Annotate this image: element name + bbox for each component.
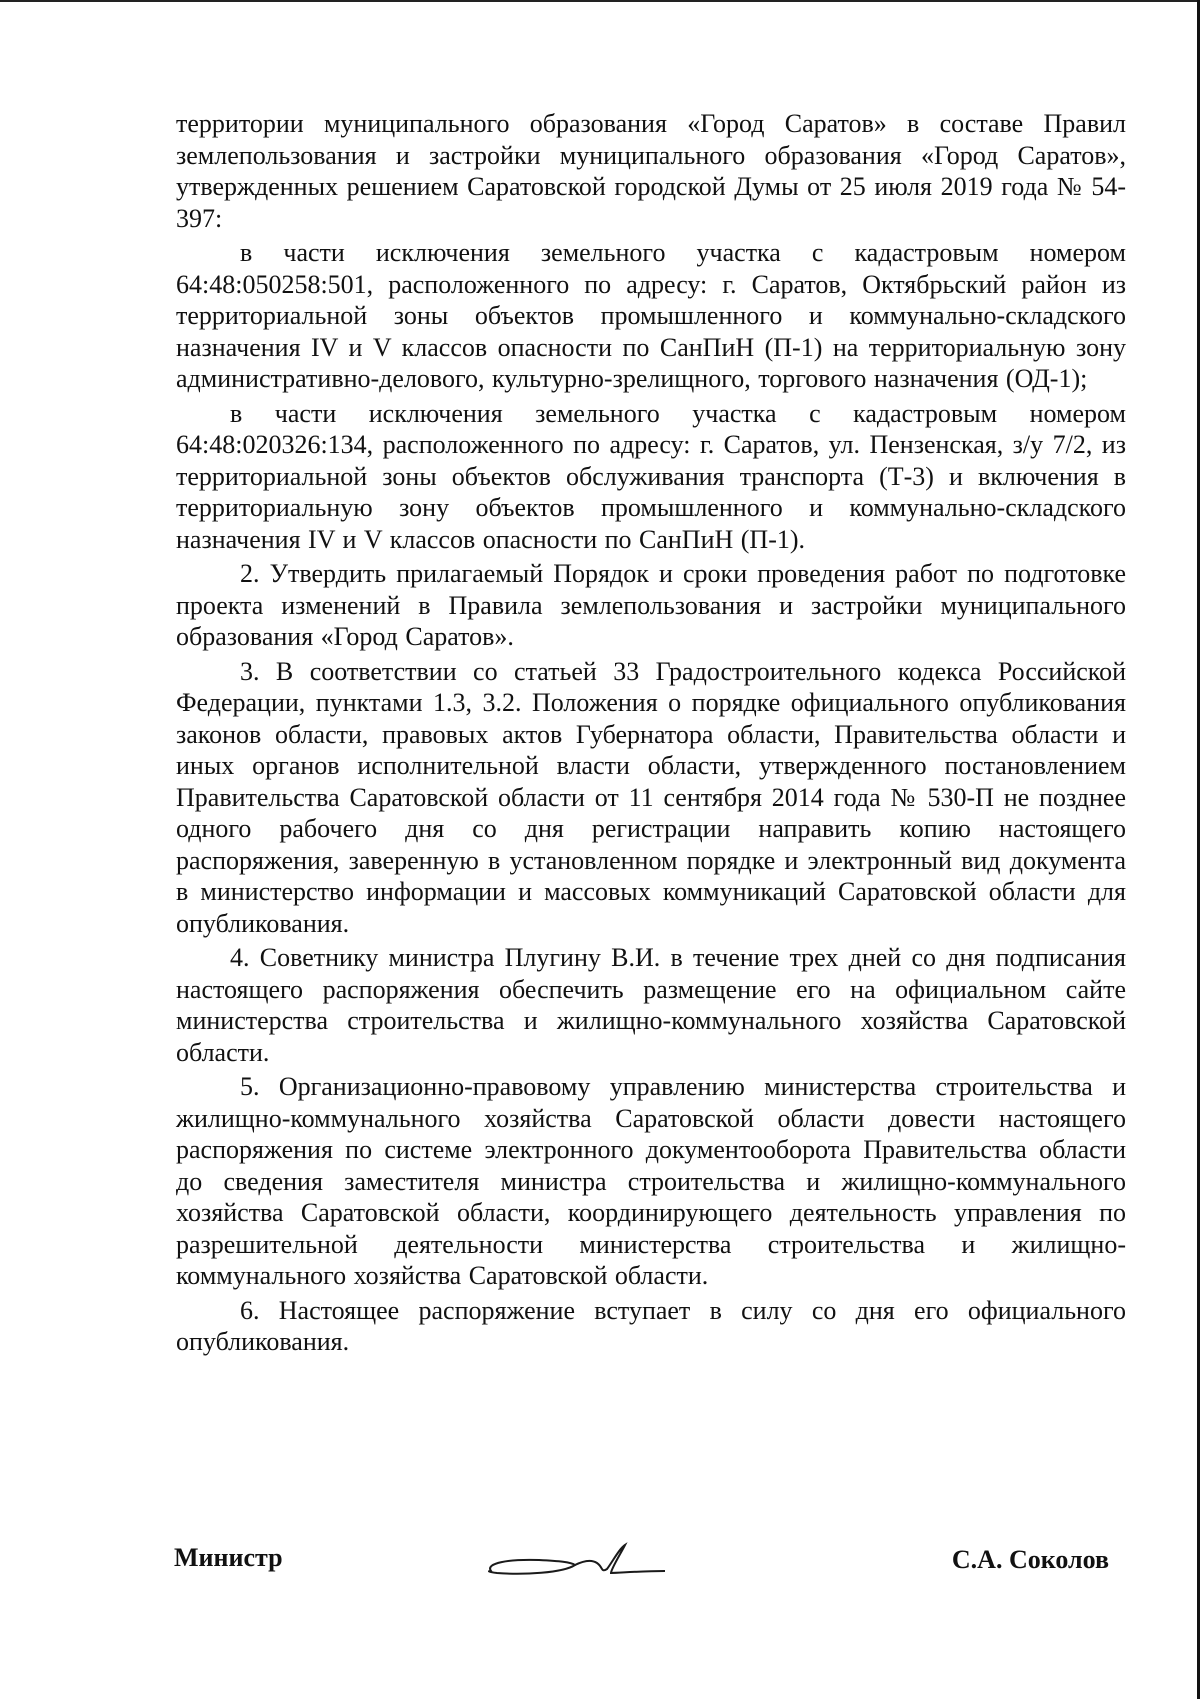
paragraph-territory: территории муниципального образования «Город Саратов» в составе Правил землепользования и застройки муниципального образования «Город Саратов», утвержденных решением Саратовской городской Думы от 25 июля 2019 года № 54-397: bbox=[176, 109, 1126, 233]
paragraph-item-4: 4. Советнику министра Плугину В.И. в течение трех дней со дня подписания настоящего распоряжения обеспечить размещение его на официальном сайте министерства строительства и жилищно-коммунального хозяйства Саратовской области. bbox=[176, 943, 1126, 1067]
paragraph-plot-501: в части исключения земельного участка с кадастровым номером 64:48:050258:501, расположенного по адресу: г. Саратов, Октябрьский район из территориальной зоны объектов промышленного и коммунально-складского назначения IV и V классов опасности по СанПиН (П-1) на территориальную зону административно-делового, культурно-зрелищного, торгового назначения (ОД-1); bbox=[176, 238, 1126, 393]
paragraph-item-6: 6. Настоящее распоряжение вступает в силу со дня его официального опубликования. bbox=[176, 1295, 1126, 1356]
document-body bbox=[176, 108, 1126, 1361]
paragraph-item-3: 3. В соответствии со статьей 33 Градостроительного кодекса Российской Федерации, пунктами 1.3, 3.2. Положения о порядке официального опубликования законов области, правовых актов Губернатора области, Правительства области и иных органов исполнительной власти области, утвержденного постановлением Правительства Саратовской области от 11 сентября 2014 года № 530-П не позднее одного рабочего дня со дня регистрации направить копию настоящего распоряжения, заверенную в установленном порядке и электронный вид документа в министерство информации и массовых коммуникаций Саратовской области для опубликования. bbox=[176, 656, 1126, 938]
signatory-name: С.А. Соколов bbox=[951, 1545, 1109, 1574]
paragraph-item-2: 2. Утвердить прилагаемый Порядок и сроки проведения работ по подготовке проекта изменений в Правила землепользования и застройки муниципального образования «Город Саратов». bbox=[176, 559, 1126, 651]
signature-block bbox=[174, 1535, 1109, 1595]
paragraph-plot-134: в части исключения земельного участка с кадастровым номером 64:48:020326:134, расположенного по адресу: г. Саратов, ул. Пензенская, з/у 7/2, из территориальной зоны объектов обслуживания транспорта (Т-3) и включения в территориальную зону объектов промышленного и коммунально-складского назначения IV и V классов опасности по СанПиН (П-1). bbox=[176, 398, 1126, 554]
signatory-title: Министр bbox=[174, 1543, 283, 1572]
scan-edge-top bbox=[0, 0, 1200, 2]
paragraph-item-5: 5. Организационно-правовому управлению министерства строительства и жилищно-коммунального хозяйства Саратовской области довести настоящего распоряжения по системе электронного документооборота Правительства области до сведения заместителя министра строительства и жилищно-коммунального хозяйства Саратовской области, координирующего деятельность управления по разрешительной деятельности министерства строительства и жилищно-коммунального хозяйства Саратовской области. bbox=[176, 1072, 1126, 1290]
handwritten-signature bbox=[479, 1535, 679, 1583]
